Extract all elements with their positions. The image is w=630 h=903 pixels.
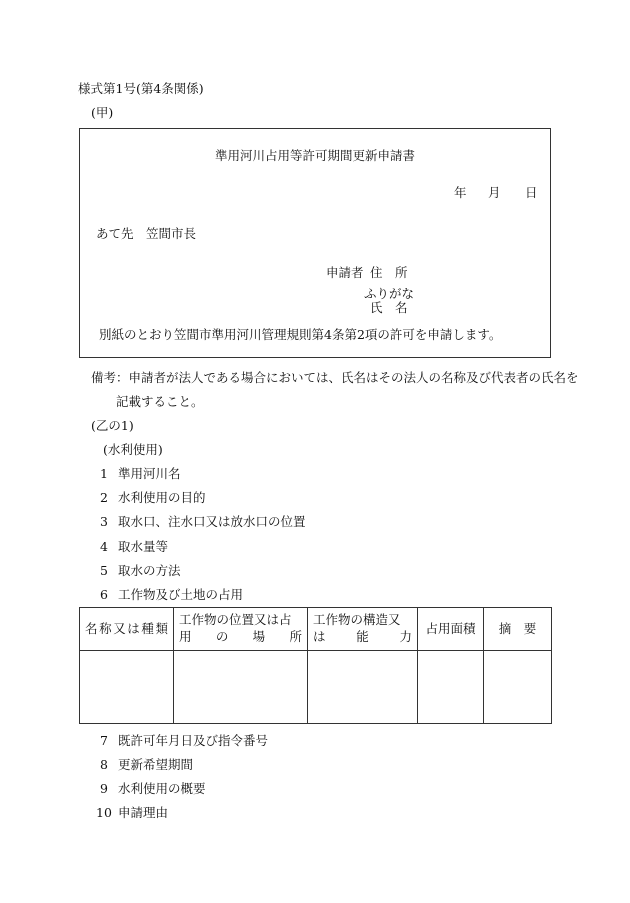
applicant-label: 申請者 [326,265,364,280]
cell-area[interactable] [418,651,484,724]
header-location: 工作物の位置又は占用の場所 [174,608,308,651]
cell-summary[interactable] [484,651,552,724]
form-number: 様式第1号(第4条関係) [78,81,204,96]
list-item [96,805,168,821]
item-label: 更新希望期間 [118,757,194,772]
item-label: 申請理由 [118,805,169,820]
remarks-line-2: 記載すること。 [116,394,204,409]
item-label: 取水口、注水口又は放水口の位置 [118,514,306,529]
occupancy-table [79,607,552,724]
section-otsu-label: (乙の1) [91,418,134,433]
header-summary: 摘 要 [484,608,552,651]
item-number: 2 [100,490,108,505]
date-month: 月 [488,185,501,200]
date-day: 日 [525,185,538,200]
item-number: 1 [100,466,108,481]
name-label: 氏 名 [370,300,408,315]
table-row [80,651,552,724]
item-number: 10 [96,805,112,820]
item-label: 水利使用の概要 [118,781,206,796]
item-label: 取水量等 [118,539,169,554]
list-item [100,781,206,797]
list-item [100,563,181,579]
item-number: 8 [100,757,108,772]
section-ko-label: (甲) [91,105,114,120]
cell-name-type[interactable] [80,651,174,724]
item-number: 5 [100,563,108,578]
item-number: 4 [100,539,108,554]
application-statement: 別紙のとおり笠間市準用河川管理規則第4条第2項の許可を申請します。 [99,327,502,342]
list-item [100,733,268,749]
item-number: 6 [100,587,108,602]
application-title: 準用河川占用等許可期間更新申請書 [214,148,415,163]
addressee: あて先 笠間市長 [96,226,197,241]
application-box [79,128,551,358]
cell-structure[interactable] [308,651,418,724]
item-number: 3 [100,514,108,529]
list-item [100,539,168,555]
header-structure: 工作物の構造又は能力 [308,608,418,651]
list-item [100,757,193,773]
list-item [100,490,206,506]
list-item [100,587,243,603]
remarks-line-1: 備考：申請者が法人である場合においては、氏名はその法人の名称及び代表者の氏名を [91,370,579,385]
item-label: 工作物及び土地の占用 [118,587,244,602]
subsection-label: (水利使用) [103,442,163,457]
list-item [100,466,181,482]
item-label: 水利使用の目的 [118,490,206,505]
table-header-row [80,608,552,651]
address-label: 住 所 [370,265,408,280]
cell-location[interactable] [174,651,308,724]
list-item [100,514,306,530]
item-label: 既許可年月日及び指令番号 [118,733,269,748]
item-label: 取水の方法 [118,563,181,578]
date-year: 年 [454,185,467,200]
furigana-label: ふりがな [364,286,415,301]
item-label: 準用河川名 [118,466,181,481]
item-number: 7 [100,733,108,748]
header-name-type: 名称又は種類 [80,608,174,651]
header-area: 占用面積 [418,608,484,651]
item-number: 9 [100,781,108,796]
